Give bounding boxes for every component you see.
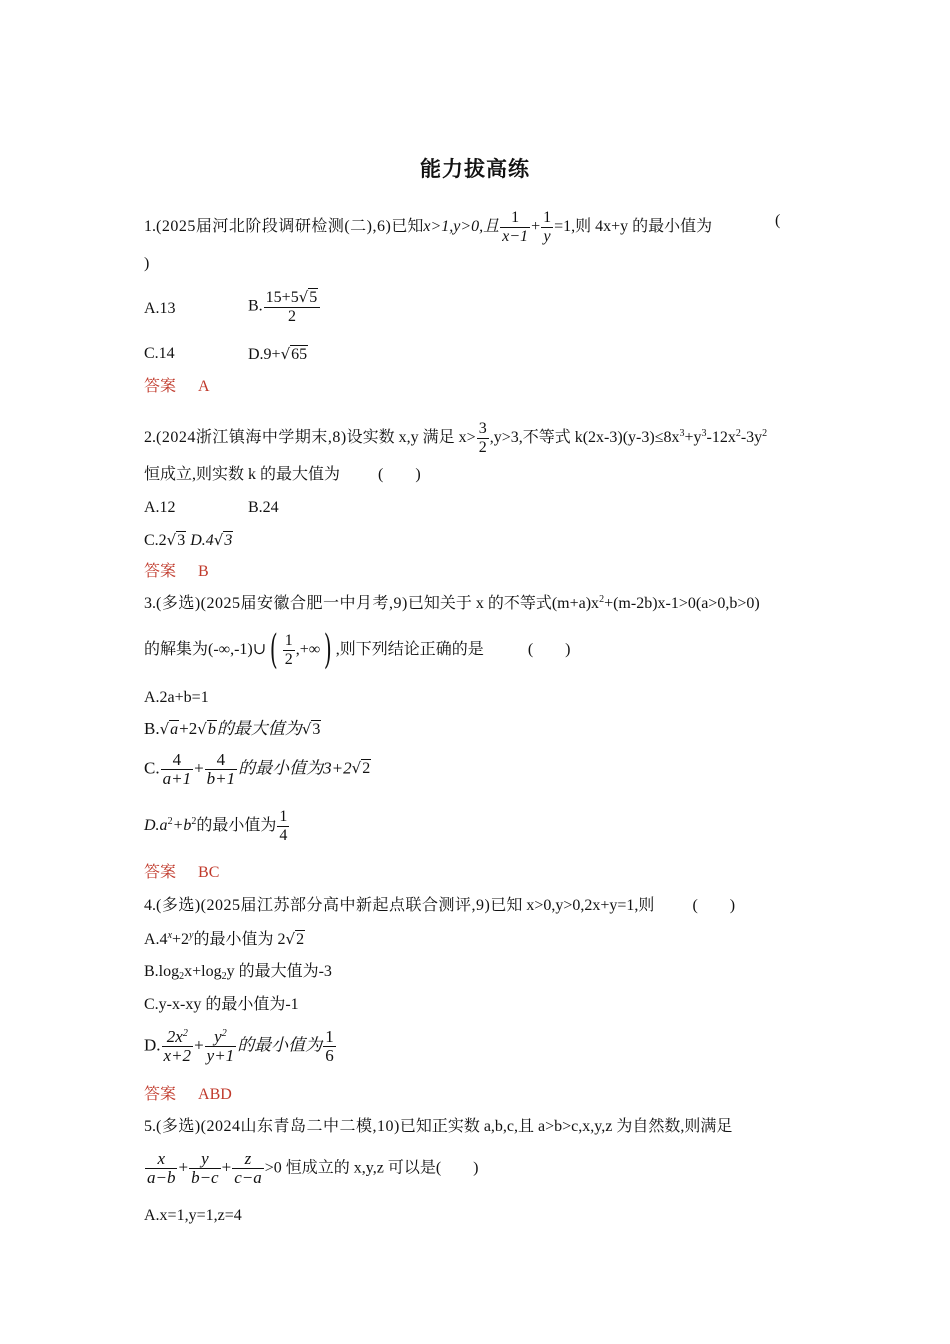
radical: √3	[166, 531, 186, 549]
question-3-line-1: 3.(多选)(2025届安徽合肥一中月考,9)已知关于 x 的不等式$(m+a)x^2+(m-2b)x-1>0(a>0,b>0)$	[144, 594, 760, 612]
fraction: $\frac{1}{2}$	[284, 631, 293, 668]
question-number: 4.	[144, 897, 156, 914]
page-title: 能力拔高练	[420, 157, 530, 181]
fraction: $\frac{y}{b-c}$	[191, 1149, 219, 1187]
question-source: (2025届河北阶段调研检测(二),6)	[156, 218, 392, 236]
option-d: D.9+√65	[248, 345, 308, 363]
option-a: A.x=1,y=1,z=4	[144, 1207, 242, 1224]
answer-value: BC	[198, 864, 220, 881]
condition-text: x>1,y>0,且	[423, 218, 500, 236]
option-a: A.13	[144, 300, 176, 317]
option-a: $A.4^x+2^y$的最小值为 2√2	[144, 930, 305, 948]
question-source: (多选)(2025届江苏部分高中新起点联合测评,9)	[156, 897, 491, 914]
answer-label: 答案	[144, 378, 177, 395]
option-a: A.12	[144, 499, 176, 516]
answer-bracket-open: (	[775, 212, 781, 229]
question-text: 已知 x>0,y>0,2x+y=1,则	[490, 897, 655, 914]
fraction: $\frac{z}{c-a}$	[234, 1149, 262, 1187]
question-1-line-1	[144, 209, 712, 246]
radical: √3	[213, 531, 233, 549]
question-number: 2.	[144, 429, 156, 447]
plus-sign: +	[531, 218, 541, 236]
answer-label: 答案	[144, 864, 177, 881]
answer-label: 答案	[144, 1086, 177, 1103]
answer-bracket: ( )	[527, 641, 571, 658]
answer-value: A	[198, 378, 210, 395]
answer-label: 答案	[144, 563, 177, 580]
option-b: $B.\log_2x+\log_2y$ 的最大值为-3	[144, 963, 332, 982]
option-a: A.2a+b=1	[144, 689, 209, 706]
option-c: C.y-x-xy 的最小值为-1	[144, 996, 299, 1013]
fraction: $\frac{1}{y}$	[543, 209, 552, 245]
option-d: $D.a^2+b^2$的最小值为 $\frac{1}{4}$	[144, 808, 288, 844]
fraction: $\frac{4}{b+1}$	[206, 750, 236, 788]
question-text: ,y>3,不等式 k(2x-3)(y-3)≤8x	[489, 429, 680, 447]
fraction: $\frac{1}{6}$	[325, 1027, 334, 1065]
fraction: $\frac{2x^2}{x+2}$	[163, 1027, 192, 1065]
question-number: 1.	[144, 218, 156, 236]
option-c: C.14	[144, 345, 175, 362]
question-source: (多选)(2025届安徽合肥一中月考,9)	[156, 595, 408, 612]
question-5-line-2: $\frac{x}{a-b}$ + $\frac{y}{b-c}$ + $\frac{z}{c-a}$ >0 恒成立的 x,y,z 可以是( )	[147, 1149, 479, 1187]
option-d: D.4√3	[190, 531, 233, 549]
radical: √3	[301, 720, 321, 738]
answer-line	[144, 377, 210, 397]
fraction: $\frac{4}{a+1}$	[162, 750, 192, 788]
fraction: $\frac{15+5√5}{2}$	[264, 288, 321, 326]
radical: √65	[280, 345, 308, 363]
question-text: 已知正实数 a,b,c,且 a>b>c,x,y,z 为自然数,则满足	[399, 1118, 733, 1135]
question-number: 5.	[144, 1118, 156, 1135]
radical: √5	[298, 288, 318, 306]
question-source: (多选)(2024山东青岛二中二模,10)	[156, 1118, 400, 1135]
radical: √b	[197, 720, 216, 738]
question-text: 的解集为(-∞,-1)∪	[144, 641, 267, 658]
radical: √2	[351, 759, 371, 778]
question-text: >0 恒成立的 x,y,z 可以是( )	[264, 1159, 479, 1177]
fraction: $\frac{3}{2}$	[478, 420, 487, 456]
question-text: =1,则 4x+y 的最小值为	[554, 218, 713, 236]
fraction: $\frac{y^2}{y+1}$	[206, 1027, 235, 1065]
answer-bracket: ( )	[692, 897, 736, 914]
answer-value: B	[198, 563, 209, 580]
option-c: C.2√3	[144, 531, 186, 549]
option-b: B. $\frac{15+5√5}{2}$	[248, 288, 321, 326]
option-d: D. $\frac{2x^2}{x+2}$ + $\frac{y^2}{y+1}$ 的最小值为 $\frac{1}{6}$	[144, 1027, 334, 1065]
question-4-line-1	[144, 896, 735, 916]
option-b: B.√a+2√b的最大值为√3	[144, 719, 321, 738]
option-b: B.24	[248, 499, 279, 516]
radical: √2	[285, 930, 305, 948]
question-text: 设实数 x,y 满足 x>	[346, 429, 476, 447]
question-text: ,则下列结论正确的是	[335, 641, 484, 658]
radical: √a	[159, 720, 179, 738]
answer-line	[144, 1085, 232, 1105]
question-text: 恒成立,则实数 k 的最大值为	[144, 466, 341, 483]
question-3-line-2: 的解集为(-∞,-1)∪( $\frac{1}{2}$ ,+∞) ,则下列结论正确的是 ( )	[144, 627, 571, 674]
answer-line	[144, 863, 219, 883]
fraction: $\frac{1}{4}$	[279, 808, 288, 844]
answer-value: ABD	[198, 1086, 232, 1103]
question-number: 3.	[144, 595, 156, 612]
question-text: 已知关于 x 的不等式(m+a)x	[407, 595, 600, 612]
question-source: (2024浙江镇海中学期末,8)	[156, 429, 347, 447]
option-c: C. $\frac{4}{a+1}$ + $\frac{4}{b+1}$ 的最小值为3+2√2	[144, 750, 371, 788]
question-5-line-1	[144, 1117, 732, 1137]
question-2-line-2	[144, 465, 421, 485]
question-text: 已知	[391, 218, 424, 236]
option-c-d-line	[144, 530, 233, 551]
question-2-line-1: 2.(2024浙江镇海中学期末,8)设实数 x,y 满足 x> $\frac{3}{2}$ ,y>3,不等式 $k(2x-3)(y-3)\le 8x^3+y^3-12x^2-3y^2$	[144, 420, 768, 456]
fraction: $\frac{1}{x-1}$	[502, 209, 529, 245]
answer-bracket: ( )	[378, 466, 421, 483]
answer-bracket-close: )	[144, 255, 150, 272]
answer-line	[144, 562, 209, 582]
fraction: $\frac{x}{a-b}$	[147, 1149, 176, 1187]
